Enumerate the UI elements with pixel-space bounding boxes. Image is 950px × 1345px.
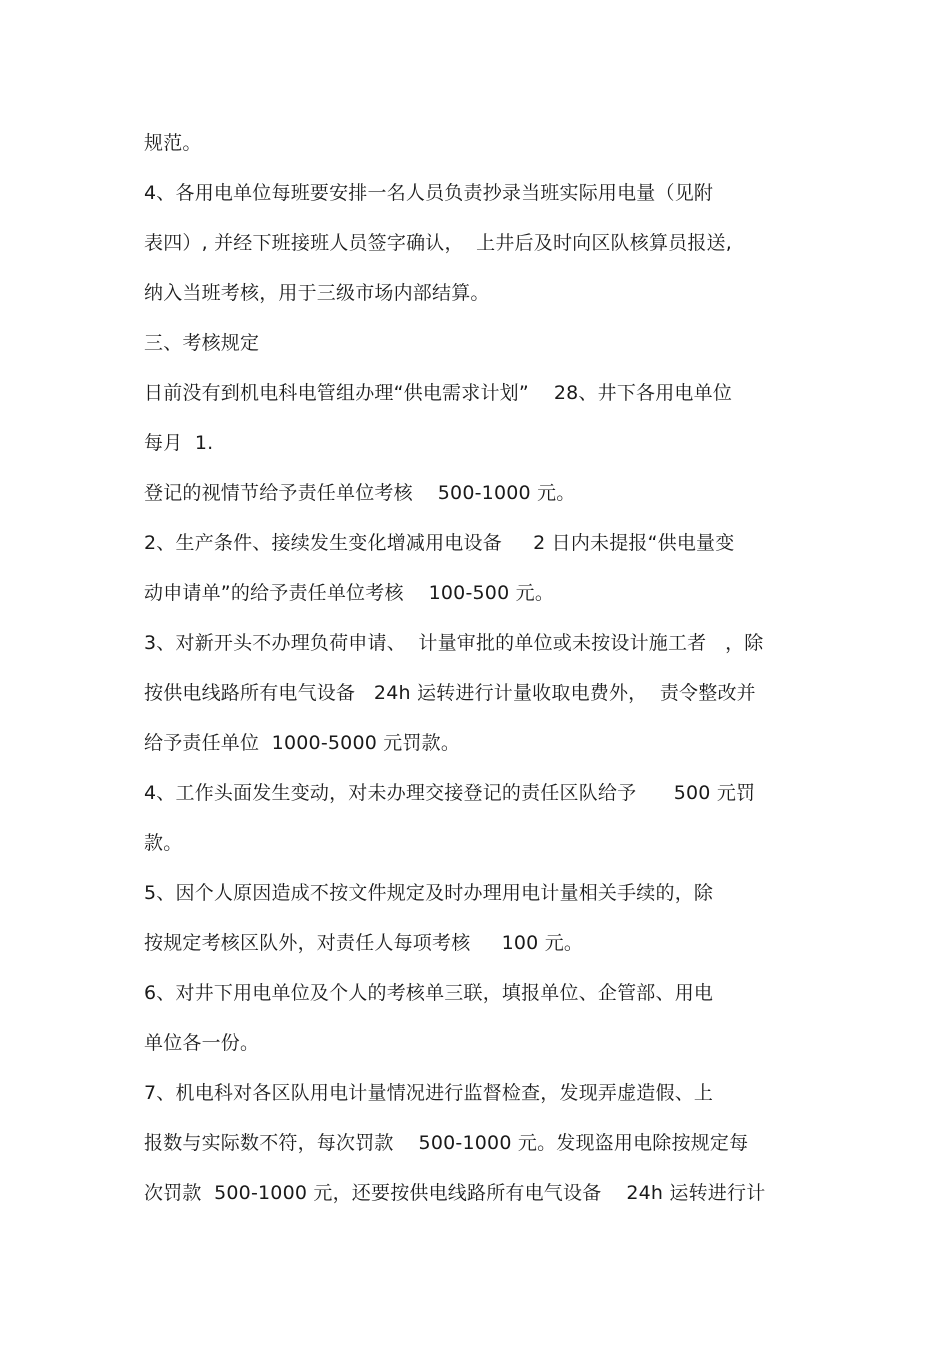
text-line: 报数与实际数不符，每次罚款 500-1000 元。发现盗用电除按规定每 (144, 1132, 749, 1154)
text-line: 每月 1. (144, 432, 214, 454)
section-heading: 三、考核规定 (144, 332, 260, 354)
text-line: 登记的视情节给予责任单位考核 500-1000 元。 (144, 482, 576, 504)
text-line: 5、因个人原因造成不按文件规定及时办理用电计量相关手续的，除 (144, 882, 714, 904)
text-line: 按供电线路所有电气设备 24h 运转进行计量收取电费外， 责令整改并 (144, 682, 756, 704)
text-line: 表四）, 并经下班接班人员签字确认， 上井后及时向区队核算员报送, (144, 232, 732, 254)
text-line: 按规定考核区队外，对责任人每项考核 100 元。 (144, 932, 584, 954)
text-line: 纳入当班考核，用于三级市场内部结算。 (144, 282, 490, 304)
text-line: 给予责任单位 1000-5000 元罚款。 (144, 732, 461, 754)
text-line: 2、生产条件、接续发生变化增减用电设备 2 日内未提报“供电量变 (144, 532, 735, 554)
text-line: 单位各一份。 (144, 1032, 260, 1054)
text-line: 3、对新开头不办理负荷申请、 计量审批的单位或未按设计施工者 ，除 (144, 632, 764, 654)
text-line: 4、各用电单位每班要安排一名人员负责抄录当班实际用电量（见附 (144, 182, 714, 204)
text-line: 款。 (144, 832, 183, 854)
text-line: 7、机电科对各区队用电计量情况进行监督检查，发现弄虚造假、上 (144, 1082, 714, 1104)
text-line: 次罚款 500-1000 元，还要按供电线路所有电气设备 24h 运转进行计 (144, 1182, 766, 1204)
text-line: 动申请单”的给予责任单位考核 100-500 元。 (144, 582, 555, 604)
text-line: 规范。 (144, 132, 202, 154)
text-line: 日前没有到机电科电管组办理“供电需求计划” 28、井下各用电单位 (144, 382, 733, 404)
text-line: 6、对井下用电单位及个人的考核单三联，填报单位、企管部、用电 (144, 982, 714, 1004)
text-line: 4、工作头面发生变动，对未办理交接登记的责任区队给予 500 元罚 (144, 782, 756, 804)
